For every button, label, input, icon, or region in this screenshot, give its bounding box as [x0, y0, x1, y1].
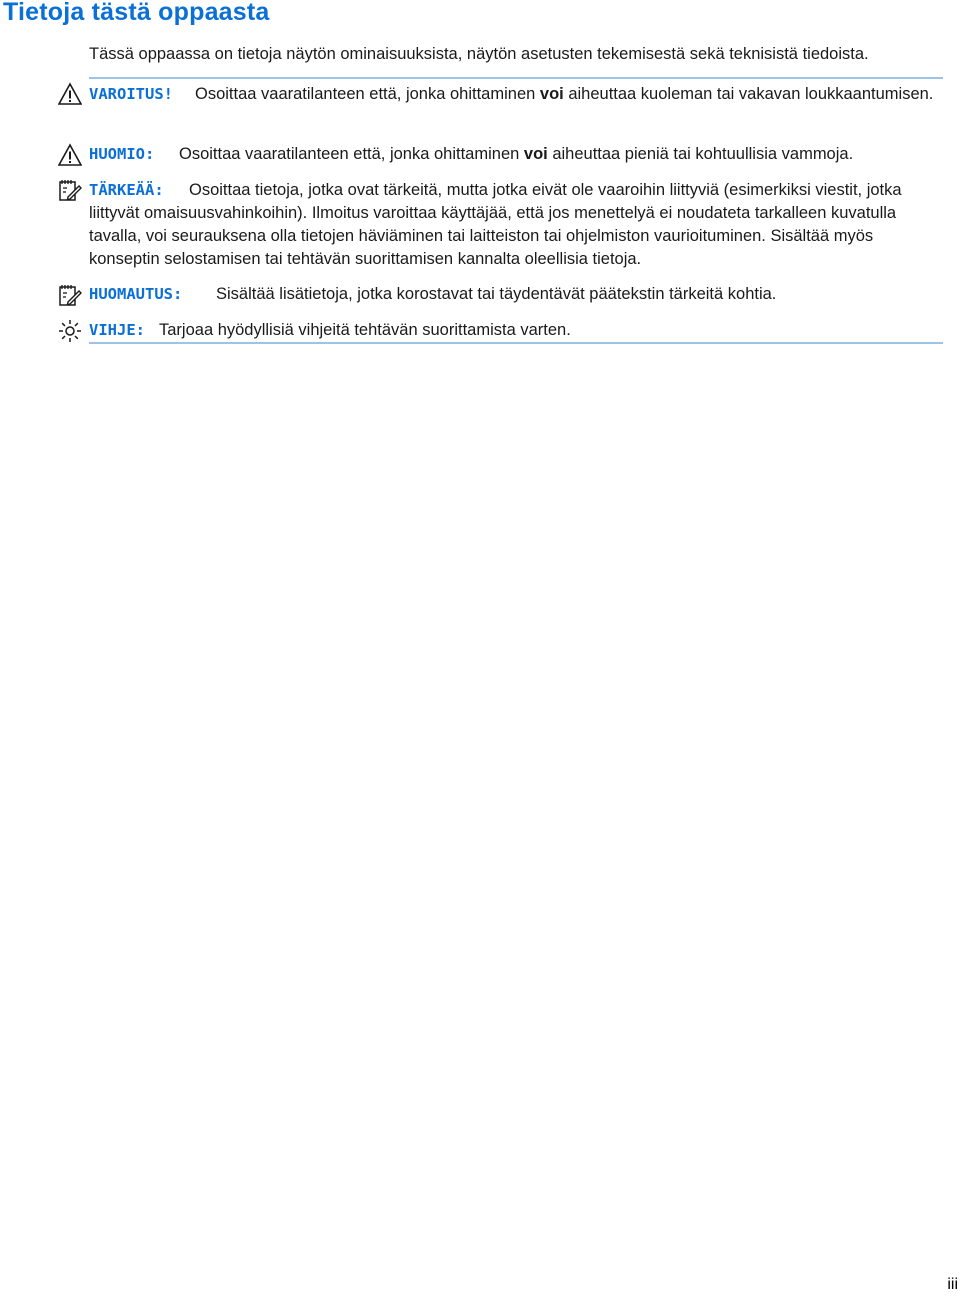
warning-label: VAROITUS! [89, 85, 173, 103]
page-title: Tietoja tästä oppaasta [3, 0, 270, 26]
intro-paragraph: Tässä oppaassa on tietoja näytön ominaisuuksista, näytön asetusten tekemisestä sekä teknisistä tiedoista. [89, 45, 869, 63]
warning-notice [89, 83, 943, 106]
tip-text: Tarjoaa hyödyllisiä vihjeitä tehtävän suorittamista varten. [159, 321, 571, 339]
caution-emphasis: voi [523, 145, 548, 163]
note-text: Sisältää lisätietoja, jotka korostavat tai täydentävät päätekstin tärkeitä kohtia. [216, 285, 777, 303]
note-label: HUOMAUTUS: [89, 285, 183, 303]
note-pencil-icon [58, 283, 82, 307]
important-notice [89, 179, 943, 271]
tip-label: VIHJE: [89, 321, 145, 339]
tip-notice [89, 319, 943, 342]
warning-triangle-icon [58, 143, 82, 167]
lightbulb-icon [58, 319, 82, 343]
warning-text: Osoittaa vaaratilanteen että, jonka ohittaminen [195, 85, 540, 103]
warning-text-end: aiheuttaa kuoleman tai vakavan loukkaantumisen. [563, 85, 934, 103]
caution-text: Osoittaa vaaratilanteen että, jonka ohittaminen [179, 145, 524, 163]
caution-notice [89, 143, 943, 166]
caution-label: HUOMIO: [89, 145, 155, 163]
caution-text-end: aiheuttaa pieniä tai kohtuullisia vammoja. [547, 145, 854, 163]
page-number: iii [947, 1276, 958, 1293]
note-pencil-icon [58, 178, 82, 202]
important-text: Osoittaa tietoja, jotka ovat tärkeitä, mutta jotka eivät ole vaaroihin liittyviä (esimerkiksi viestit, jotka liittyvät omaisuusvahinkoihin). Ilmoitus varoittaa käyttäjää, että jos menettelyä ei noudateta tarkalleen kuvatulla tavalla, voi seurauksena olla tietojen häviäminen tai laitteiston tai ohjelmiston vaurioituminen. Sisältää myös konseptin selostamisen tai tehtävän suorittamisen kannalta oleellisia tietoja. [89, 181, 902, 268]
divider-line [89, 77, 943, 79]
note-notice [89, 283, 943, 306]
important-label: TÄRKEÄÄ: [89, 181, 164, 199]
warning-emphasis: voi [539, 85, 564, 103]
divider-line [89, 342, 943, 344]
warning-triangle-icon [58, 82, 82, 106]
